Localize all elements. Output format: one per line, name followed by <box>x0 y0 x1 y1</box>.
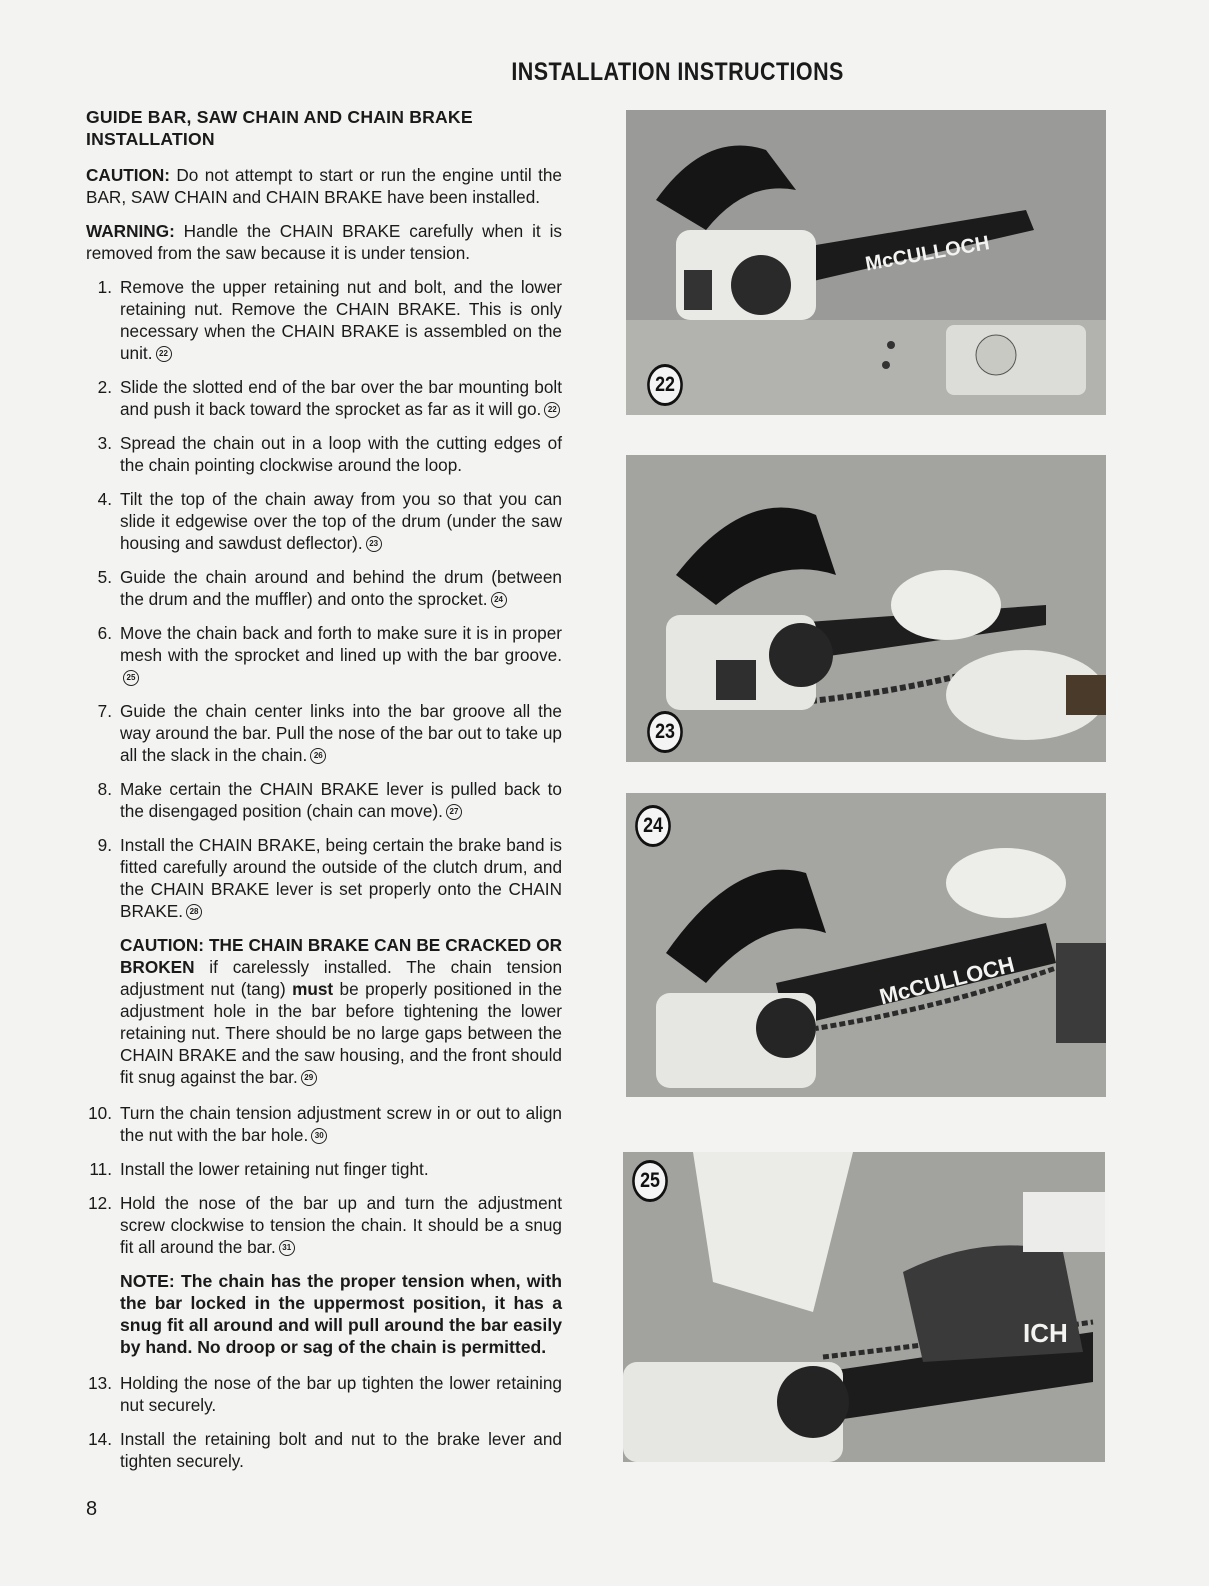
figure-ref-badge: 25 <box>123 670 139 686</box>
steps-list-3 <box>86 1372 562 1472</box>
tension-note <box>86 1270 562 1358</box>
figure-number-badge: 24 <box>635 805 671 847</box>
figure-ref-badge: 29 <box>301 1070 317 1086</box>
step-number: 14. <box>88 1429 112 1449</box>
step-number: 4. <box>97 489 112 509</box>
page-title: INSTALLATION INSTRUCTIONS <box>511 58 844 86</box>
step-text: Turn the chain tension adjustment screw in or out to align the nut with the bar hole. <box>120 1103 562 1145</box>
step-text: Install the CHAIN BRAKE, being certain the brake band is fitted carefully around the outside of the clutch drum, and the CHAIN BRAKE lever is set properly onto the CHAIN BRAKE. <box>120 835 562 921</box>
figure-ref-badge: 22 <box>544 402 560 418</box>
figure-23-photo <box>626 455 1106 762</box>
step-text: Spread the chain out in a loop with the cutting edges of the chain pointing clockwise around the loop. <box>120 433 562 475</box>
figure-ref-badge: 31 <box>279 1240 295 1256</box>
step-text: Make certain the CHAIN BRAKE lever is pulled back to the disengaged position (chain can move). <box>120 779 562 821</box>
step-number: 10. <box>88 1103 112 1123</box>
step-number: 11. <box>89 1159 112 1179</box>
step-text: Tilt the top of the chain away from you so that you can slide it edgewise over the top of the drum (under the saw housing and sawdust deflector). <box>120 489 562 553</box>
steps-list <box>86 276 562 922</box>
list-item <box>86 1192 562 1258</box>
figure-number-badge: 25 <box>632 1160 668 1202</box>
list-item <box>86 376 562 420</box>
figure-ref-badge: 24 <box>491 592 507 608</box>
step-number: 3. <box>97 433 112 453</box>
chainsaw-illustration <box>626 110 1106 415</box>
list-item <box>86 778 562 822</box>
caution-brake-note <box>86 934 562 1088</box>
chainsaw-hands-illustration <box>623 1152 1105 1462</box>
list-item <box>86 834 562 922</box>
page-number: 8 <box>86 1498 98 1520</box>
step-number: 8. <box>97 779 112 799</box>
step-number: 12. <box>88 1193 112 1213</box>
warning-text: Handle the CHAIN BRAKE carefully when it is removed from the saw because it is under tension. <box>86 221 562 263</box>
step-text: Guide the chain center links into the bar groove all the way around the bar. Pull the nose of the bar out to take up all the slack in the chain. <box>120 701 562 765</box>
step-text: Holding the nose of the bar up tighten the lower retaining nut securely. <box>120 1373 562 1415</box>
steps-list-2 <box>86 1102 562 1258</box>
step-text: Slide the slotted end of the bar over the bar mounting bolt and push it back toward the sprocket as far as it will go. <box>120 377 562 419</box>
caution-brake-text-1: if carelessly installed. The chain tension adjustment nut (tang) <box>120 957 562 999</box>
warning-label: WARNING: <box>86 221 175 241</box>
caution-brake-text-2: be properly positioned in the adjustment hole in the bar before tightening the lower retaining nut. There should be no large gaps between the CHAIN BRAKE and the saw housing, and the front should fit snug against the bar. <box>120 979 562 1087</box>
list-item <box>86 1158 562 1180</box>
list-item <box>86 432 562 476</box>
caution-paragraph <box>86 164 562 208</box>
list-item <box>86 276 562 364</box>
step-number: 1. <box>97 277 112 297</box>
list-item <box>86 1372 562 1416</box>
figure-22-photo <box>626 110 1106 415</box>
note-label: NOTE: <box>120 1271 175 1291</box>
caution-brake-bold: CAUTION: THE CHAIN BRAKE CAN BE CRACKED OR BROKEN <box>120 935 562 977</box>
section-heading: GUIDE BAR, SAW CHAIN AND CHAIN BRAKE INSTALLATION <box>86 107 473 149</box>
figure-ref-badge: 23 <box>366 536 382 552</box>
caution-brake-must: must <box>292 979 334 999</box>
step-number: 6. <box>97 623 112 643</box>
figure-ref-badge: 28 <box>186 904 202 920</box>
step-text: Guide the chain around and behind the drum (between the drum and the muffler) and onto the sprocket. <box>120 567 562 609</box>
caution-label: CAUTION: <box>86 165 171 185</box>
step-number: 9. <box>97 835 112 855</box>
step-number: 5. <box>97 567 112 587</box>
figure-brand-label: ICH <box>1023 1318 1068 1348</box>
figure-ref-badge: 30 <box>311 1128 327 1144</box>
step-number: 2. <box>97 377 112 397</box>
figure-brand-label: McCULLOCH <box>863 232 992 276</box>
instructions-column <box>86 106 562 1484</box>
list-item <box>86 1102 562 1146</box>
caution-text: Do not attempt to start or run the engine until the BAR, SAW CHAIN and CHAIN BRAKE have been installed. <box>86 165 562 207</box>
chainsaw-hands-illustration <box>626 455 1106 762</box>
figure-number-badge: 22 <box>647 364 683 406</box>
figure-number-badge: 23 <box>647 711 683 753</box>
list-item <box>86 1428 562 1472</box>
figure-brand-label: McCULLOCH <box>876 951 1017 1010</box>
chainsaw-hands-illustration <box>626 793 1106 1097</box>
list-item <box>86 622 562 688</box>
step-number: 13. <box>88 1373 112 1393</box>
note-text: The chain has the proper tension when, with the bar locked in the uppermost position, it has a snug fit all around and will pull around the bar easily by hand. No droop or sag of the chain is permitted. <box>120 1271 562 1357</box>
step-text: Install the retaining bolt and nut to the brake lever and tighten securely. <box>120 1429 562 1471</box>
list-item <box>86 700 562 766</box>
figure-24-photo <box>626 793 1106 1097</box>
figure-ref-badge: 27 <box>446 804 462 820</box>
step-number: 7. <box>97 701 112 721</box>
figure-ref-badge: 26 <box>310 748 326 764</box>
figure-25-photo <box>623 1152 1105 1462</box>
list-item <box>86 566 562 610</box>
step-text: Remove the upper retaining nut and bolt, and the lower retaining nut. Remove the CHAIN BRAKE. This is only necessary when the CHAIN BRAKE is assembled on the unit. <box>120 277 562 363</box>
list-item <box>86 488 562 554</box>
warning-paragraph <box>86 220 562 264</box>
step-text: Install the lower retaining nut finger tight. <box>120 1159 429 1179</box>
step-text: Hold the nose of the bar up and turn the adjustment screw clockwise to tension the chain. It should be a snug fit all around the bar. <box>120 1193 562 1257</box>
step-text: Move the chain back and forth to make sure it is in proper mesh with the sprocket and lined up with the bar groove. <box>120 623 562 665</box>
figure-ref-badge: 22 <box>156 346 172 362</box>
